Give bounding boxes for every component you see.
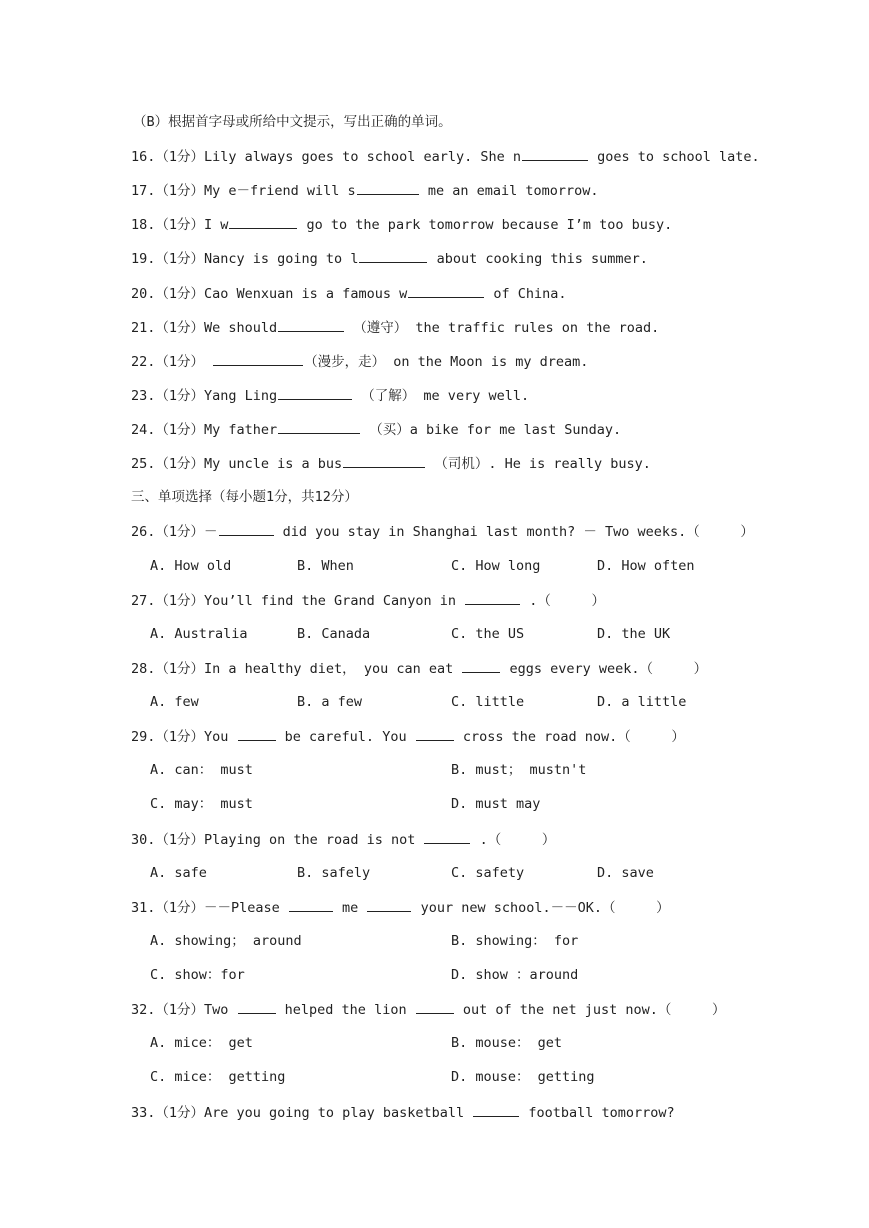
question-number: 28.（1分） [131,661,205,677]
question-text: My e－friend will s [204,183,356,199]
question-text: You’ll find the Grand Canyon in [204,593,465,609]
answer-blank[interactable] [424,830,470,844]
question-text: （买）a bike for me last Sunday. [361,422,622,438]
option-c[interactable]: C. little [451,694,525,710]
question-text: go to the park tomorrow because I’m too busy. [298,217,673,233]
question-number: 17.（1分） [131,183,205,199]
question-text: We should [204,320,278,336]
option-b[interactable]: B. Canada [297,626,371,642]
question-number: 31.（1分） [131,900,205,916]
answer-blank[interactable] [367,898,411,912]
option-a[interactable]: A. How old [150,558,232,574]
question-text: My father [204,422,278,438]
answer-blank[interactable] [238,727,276,741]
question-number: 20.（1分） [131,286,205,302]
question-number: 26.（1分） [131,524,205,540]
answer-blank[interactable] [213,352,303,366]
answer-blank[interactable] [359,249,427,263]
question-26 [131,522,754,541]
question-19 [131,249,648,268]
option-b[interactable]: B. a few [297,694,363,710]
question-text: be careful. You [276,729,415,745]
question-28 [131,659,707,678]
section-b-title: （B）根据首字母或所给中文提示，写出正确的单词。 [133,114,452,130]
question-text: helped the lion [276,1002,415,1018]
answer-blank[interactable] [416,727,454,741]
option-c[interactable]: C. the US [451,626,525,642]
question-text: － [204,524,218,540]
question-27 [131,591,605,610]
answer-blank[interactable] [343,454,425,468]
question-25 [131,454,651,473]
question-number: 25.（1分） [131,456,205,472]
question-text: Are you going to play basketball [204,1105,473,1121]
option-c[interactable]: C. show：for [150,967,245,983]
answer-blank[interactable] [278,420,360,434]
question-29 [131,727,685,746]
option-d[interactable]: D. mouse： getting [451,1069,595,1085]
option-d[interactable]: D. a little [597,694,687,710]
option-c[interactable]: C. may： must [150,796,253,812]
question-text: Yang Ling [204,388,278,404]
question-text: （了解） me very well. [353,388,530,404]
question-22 [131,352,588,371]
question-text: My uncle is a bus [204,456,343,472]
question-text: .（ ） [521,593,606,609]
question-text: me [333,900,367,916]
answer-blank[interactable] [522,147,588,161]
question-number: 16.（1分） [131,149,205,165]
option-a[interactable]: A. showing； around [150,933,302,949]
question-17 [131,181,599,200]
question-text: football tomorrow? [520,1105,675,1121]
question-text: about cooking this summer. [428,251,648,267]
option-a[interactable]: A. mice： get [150,1035,253,1051]
answer-blank[interactable] [465,591,520,605]
question-text: Cao Wenxuan is a famous w [204,286,408,302]
question-21 [131,318,659,337]
question-text: Two [204,1002,237,1018]
question-text: Nancy is going to l [204,251,359,267]
option-d[interactable]: D. must may [451,796,541,812]
question-number: 18.（1分） [131,217,205,233]
option-d[interactable]: D. How often [597,558,695,574]
answer-blank[interactable] [416,1000,454,1014]
answer-blank[interactable] [462,659,500,673]
question-number: 33.（1分） [131,1105,205,1121]
answer-blank[interactable] [278,318,344,332]
option-d[interactable]: D. show ：around [451,967,579,983]
question-20 [131,284,567,303]
option-c[interactable]: C. safety [451,865,525,881]
question-text: Playing on the road is not [204,832,424,848]
question-text: your new school.－－OK.（ ） [412,900,670,916]
option-a[interactable]: A. few [150,694,199,710]
question-text: eggs every week.（ ） [501,661,708,677]
option-b[interactable]: B. safely [297,865,371,881]
question-text: goes to school late. [589,149,760,165]
question-text: I w [204,217,229,233]
question-number: 32.（1分） [131,1002,205,1018]
option-d[interactable]: D. save [597,865,654,881]
question-text: （遵守） the traffic rules on the road. [345,320,660,336]
option-a[interactable]: A. Australia [150,626,248,642]
question-text: You [204,729,237,745]
question-number: 21.（1分） [131,320,205,336]
question-33 [131,1103,675,1122]
question-30 [131,830,555,849]
question-text: In a healthy diet， you can eat [204,661,462,677]
question-text: cross the road now.（ ） [454,729,685,745]
question-text: Lily always goes to school early. She n [204,149,521,165]
question-text: of China. [485,286,567,302]
option-b[interactable]: B. must； mustn't [451,762,587,778]
question-32 [131,1000,726,1019]
question-number: 30.（1分） [131,832,205,848]
question-number: 29.（1分） [131,729,205,745]
question-16 [131,147,760,166]
option-a[interactable]: A. safe [150,865,207,881]
question-text: －－Please [204,900,288,916]
option-c[interactable]: C. mice： getting [150,1069,286,1085]
option-b[interactable]: B. showing： for [451,933,579,949]
answer-blank[interactable] [357,181,419,195]
option-a[interactable]: A. can： must [150,762,253,778]
question-number: 22.（1分） [131,354,205,370]
question-24 [131,420,621,439]
question-number: 24.（1分） [131,422,205,438]
question-number: 19.（1分） [131,251,205,267]
answer-blank[interactable] [289,898,333,912]
option-d[interactable]: D. the UK [597,626,671,642]
option-b[interactable]: B. When [297,558,354,574]
answer-blank[interactable] [238,1000,276,1014]
answer-blank[interactable] [229,215,297,229]
question-31 [131,898,670,917]
answer-blank[interactable] [219,522,274,536]
answer-blank[interactable] [473,1103,519,1117]
option-b[interactable]: B. mouse： get [451,1035,563,1051]
question-text: me an email tomorrow. [419,183,599,199]
question-number: 27.（1分） [131,593,205,609]
question-text [204,354,212,370]
question-number: 23.（1分） [131,388,205,404]
question-text: .（ ） [471,832,556,848]
question-text: out of the net just now.（ ） [454,1002,726,1018]
answer-blank[interactable] [278,386,352,400]
question-text: did you stay in Shanghai last month? － Two weeks.（ ） [274,524,754,540]
question-18 [131,215,672,234]
question-text: （漫步，走） on the Moon is my dream. [304,354,589,370]
question-text: （司机）. He is really busy. [426,456,651,472]
option-c[interactable]: C. How long [451,558,541,574]
answer-blank[interactable] [408,284,484,298]
section-3-title: 三、单项选择（每小题1分，共12分） [131,489,358,505]
question-23 [131,386,529,405]
